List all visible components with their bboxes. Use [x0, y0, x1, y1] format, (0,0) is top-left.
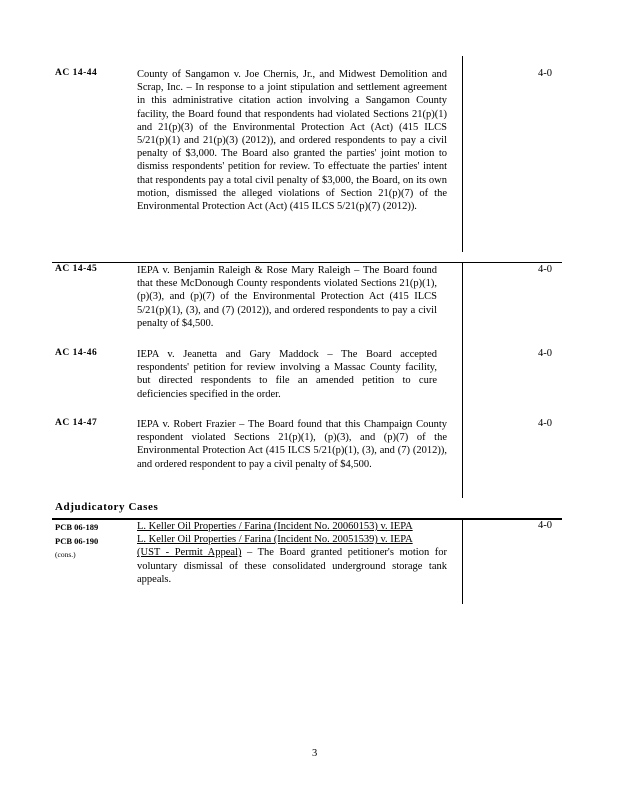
case-summary-text: – The Board granted petitioner's motion for voluntary dismissal of these consolidated underground storage tank appeals.	[137, 547, 447, 585]
column-rule-bottom	[462, 519, 463, 604]
case-number: AC 14-44	[55, 68, 98, 78]
section-heading: Adjudicatory Cases	[55, 501, 159, 513]
vote-tally: 4-0	[538, 264, 552, 275]
case-number: AC 14-47	[55, 418, 98, 428]
case-title: L. Keller Oil Properties / Farina (Incident No. 20051539) v. IEPA	[137, 534, 413, 546]
case-summary: IEPA v. Benjamin Raleigh & Rose Mary Raleigh – The Board found that these McDonough County respondents violated Sections 21(p)(1), (p)(3), and (p)(7) of the Environmental Protection Act (415 ILCS 5/21(p)(1), (3), and (7) (2012)), and ordered respondents to pay a civil penalty of $4,500.	[137, 265, 437, 329]
column-rule-top	[462, 56, 463, 252]
case-summary: IEPA v. Robert Frazier – The Board found that this Champaign County respondent violated Sections 21(p)(1), (p)(3), and (p)(7) of the Environmental Protection Act (415 ILCS 5/21(p)(1), (3), and (7) (2012)), and ordered respondent to pay a civil penalty of $4,500.	[137, 419, 447, 470]
page-number: 3	[312, 748, 318, 759]
case-summary	[137, 520, 447, 586]
case-type: (UST - Permit Appeal)	[137, 547, 242, 559]
vote-tally: 4-0	[538, 418, 552, 429]
case-summary: IEPA v. Jeanetta and Gary Maddock – The Board accepted respondents' petition for review involving a Massac County facility, but directed respondents to file an amended petition to cure deficiencies specified in the order.	[137, 349, 437, 400]
case-number: AC 14-46	[55, 348, 98, 358]
vote-tally: 4-0	[538, 348, 552, 359]
case-number: PCB 06-189	[55, 522, 99, 532]
case-number: AC 14-45	[55, 264, 98, 274]
case-summary: County of Sangamon v. Joe Chernis, Jr., and Midwest Demolition and Scrap, Inc. – In response to a joint stipulation and settlement agreement in this administrative citation action involving a Sangamon County facility, the Board found that respondents had violated Sections 21(p)(1) and 21(p)(3) of the Environmental Protection Act (Act) (415 ILCS 5/21(p)(1) and 21(p)(3) (2012)), and ordered respondents to pay a civil penalty of $3,000. The Board also granted the parties' joint motion to dismiss respondents' petition for review. To effectuate the parties' intent that respondents pay a total civil penalty of $3,000, the Board, on its own motion, dismissed the alleged violations of Section 21(p)(7) of the Environmental Protection Act (Act) (415 ILCS 5/21(p)(7) (2012)).	[137, 69, 447, 213]
case-title: L. Keller Oil Properties / Farina (Incident No. 20060153) v. IEPA	[137, 521, 413, 532]
row-divider-top	[52, 262, 562, 263]
case-number: PCB 06-190	[55, 536, 99, 546]
vote-tally: 4-0	[538, 520, 552, 531]
column-rule-middle	[462, 262, 463, 498]
vote-tally: 4-0	[538, 68, 552, 79]
consolidated-note: (cons.)	[55, 550, 76, 559]
